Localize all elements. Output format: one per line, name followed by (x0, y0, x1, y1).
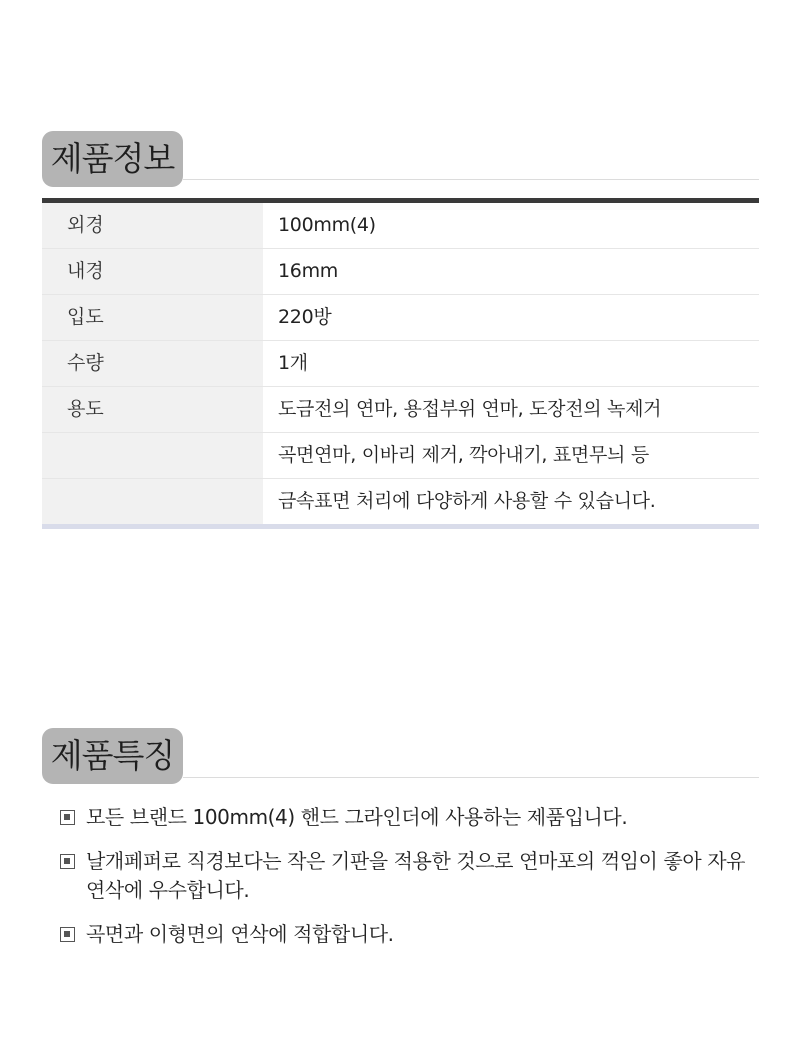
feature-list (60, 803, 760, 964)
table-row (42, 295, 759, 341)
row-value: 220방 (278, 306, 332, 328)
spec-table (42, 198, 759, 529)
product-info-title: 제품정보 (42, 131, 183, 187)
list-item (60, 920, 760, 949)
row-label: 입도 (42, 295, 263, 340)
list-item (60, 847, 760, 905)
row-label (42, 479, 263, 524)
row-value: 100mm(4) (278, 214, 376, 236)
row-value: 16mm (278, 260, 338, 282)
row-value: 1개 (278, 352, 308, 374)
feature-text: 곡면과 이형면의 연삭에 적합합니다. (86, 922, 394, 946)
row-label: 수량 (42, 341, 263, 386)
row-value: 곡면연마, 이바리 제거, 깍아내기, 표면무늬 등 (278, 444, 649, 466)
table-bottom-border (42, 524, 759, 529)
square-bullet-icon (60, 810, 75, 825)
table-row (42, 249, 759, 295)
feature-text: 날개페퍼로 직경보다는 작은 기판을 적용한 것으로 연마포의 꺽임이 좋아 자유연삭에 우수합니다. (86, 849, 746, 902)
row-label (42, 433, 263, 478)
table-row (42, 479, 759, 524)
table-row (42, 433, 759, 479)
table-row (42, 387, 759, 433)
row-value: 도금전의 연마, 용접부위 연마, 도장전의 녹제거 (278, 398, 662, 420)
row-label: 용도 (42, 387, 263, 432)
row-label: 외경 (42, 203, 263, 248)
product-features-title: 제품특징 (42, 728, 183, 784)
feature-text: 모든 브랜드 100mm(4) 핸드 그라인더에 사용하는 제품입니다. (86, 805, 628, 829)
row-label: 내경 (42, 249, 263, 294)
table-row (42, 203, 759, 249)
row-value: 금속표면 처리에 다양하게 사용할 수 있습니다. (278, 490, 656, 512)
table-row (42, 341, 759, 387)
square-bullet-icon (60, 854, 75, 869)
list-item (60, 803, 760, 832)
header-divider (183, 777, 759, 778)
square-bullet-icon (60, 927, 75, 942)
header-divider (183, 179, 759, 180)
